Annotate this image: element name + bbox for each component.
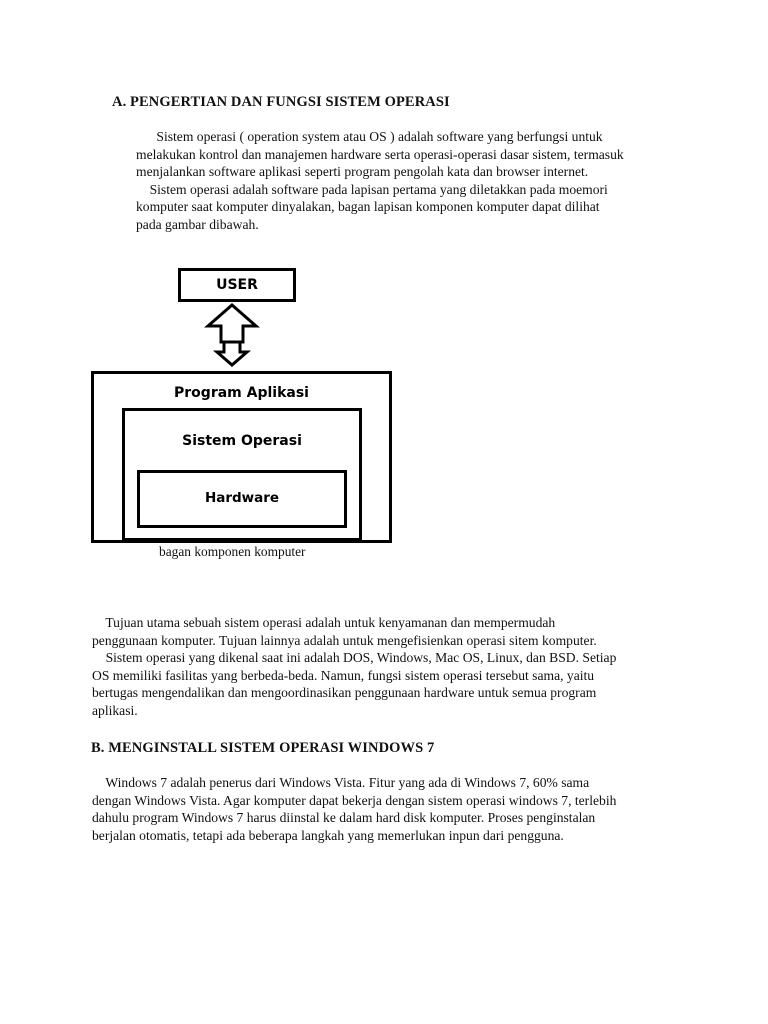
text-line: pada gambar dibawah. (136, 216, 259, 232)
text-line: Sistem operasi yang dikenal saat ini adalah DOS, Windows, Mac OS, Linux, dan BSD. Setiap (92, 650, 617, 665)
section-b-heading: B. MENGINSTALL SISTEM OPERASI WINDOWS 7 (91, 740, 435, 756)
section-a-paragraph-2 (92, 614, 616, 719)
text-line: Windows 7 adalah penerus dari Windows Vista. Fitur yang ada di Windows 7, 60% sama (92, 775, 590, 790)
text-line: dengan Windows Vista. Agar komputer dapat bekerja dengan sistem operasi windows 7, terlebih (92, 792, 617, 808)
program-aplikasi-label: Program Aplikasi (174, 385, 309, 401)
section-b-paragraph (92, 774, 616, 844)
text-line: penggunaan komputer. Tujuan lainnya adalah untuk mengefisienkan operasi sitem komputer. (92, 632, 597, 648)
section-a-heading: A. PENGERTIAN DAN FUNGSI SISTEM OPERASI (112, 94, 450, 110)
double-arrow-icon (200, 302, 264, 368)
text-line: aplikasi. (92, 702, 138, 718)
text-line: melakukan kontrol dan manajemen hardware serta operasi-operasi dasar sistem, termasuk (136, 146, 624, 162)
text-line: komputer saat komputer dinyalakan, bagan lapisan komponen komputer dapat dilihat (136, 199, 600, 214)
text-line: Sistem operasi ( operation system atau OS ) adalah software yang berfungsi untuk (136, 129, 603, 144)
sistem-operasi-label: Sistem Operasi (182, 433, 302, 449)
section-a-paragraph-1 (136, 128, 624, 233)
sistem-operasi-box (122, 408, 362, 541)
text-line: Sistem operasi adalah software pada lapisan pertama yang diletakkan pada moemori (136, 181, 608, 197)
text-line: bertugas mengendalikan dan mengoordinasikan penggunaan hardware untuk semua program (92, 685, 597, 700)
user-box (178, 268, 296, 302)
hardware-label: Hardware (204, 490, 280, 506)
text-line: menjalankan software aplikasi seperti program pengolah kata dan browser internet. (136, 164, 589, 179)
text-line: berjalan otomatis, tetapi ada beberapa langkah yang memerlukan inpun dari pengguna. (92, 827, 564, 843)
text-line: dahulu program Windows 7 harus diinstal ke dalam hard disk komputer. Proses penginstalan (92, 810, 596, 825)
text-line: OS memiliki fasilitas yang berbeda-beda. Namun, fungsi sistem operasi tersebut sama, yaitu (92, 667, 595, 683)
program-aplikasi-box (91, 371, 392, 543)
user-label: USER (216, 277, 258, 293)
text-line: Tujuan utama sebuah sistem operasi adalah untuk kenyamanan dan mempermudah (92, 615, 556, 630)
hardware-box (137, 470, 347, 528)
diagram-caption: bagan komponen komputer (159, 544, 306, 559)
